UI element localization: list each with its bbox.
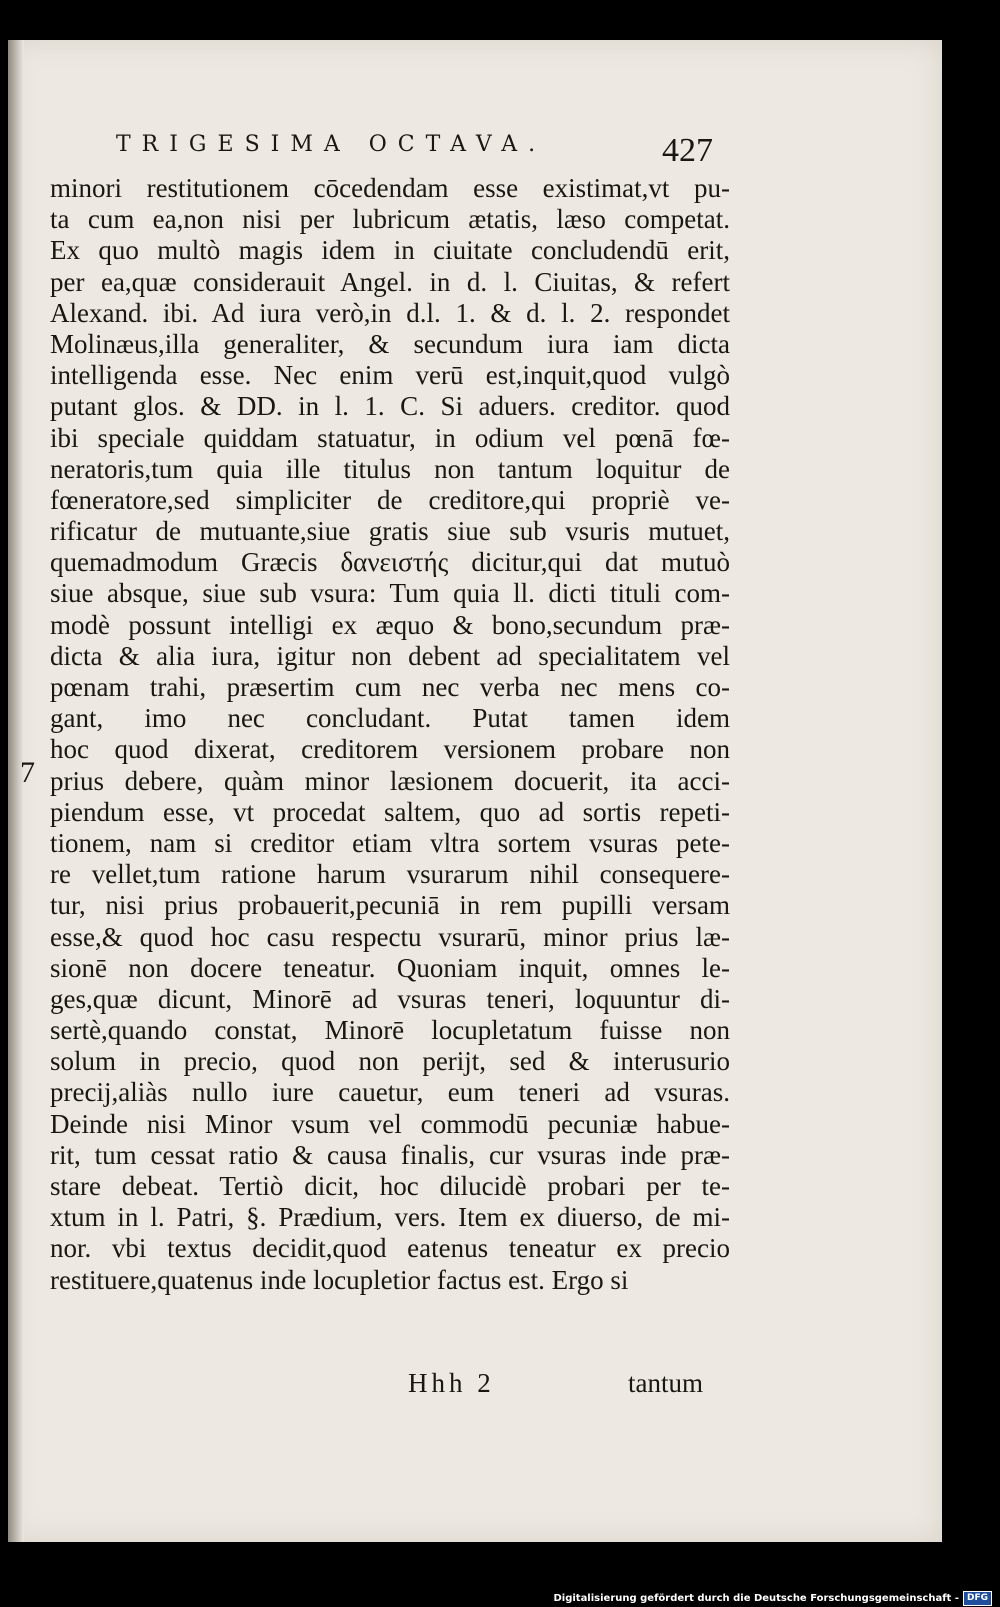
text-line: rificatur de mutuante,siue gratis siue sub vsuris mutuet, — [50, 516, 730, 547]
text-line: sertè,quando constat, Minorē locupletatum fuisse non — [50, 1015, 730, 1046]
signature-mark: Hhh 2 — [408, 1368, 495, 1398]
credit-text: Digitalisierung gefördert durch die Deutsche Forschungsgemeinschaft - — [553, 1592, 959, 1604]
text-line: esse,& quod hoc casu respectu vsurarū, minor prius læ- — [50, 921, 730, 952]
text-line: piendum esse, vt procedat saltem, quo ad sortis repeti- — [50, 796, 730, 827]
catchword: tantum — [628, 1368, 703, 1398]
text-line: Molinæus,illa generaliter, & secundum iura iam dicta — [50, 328, 730, 359]
marginal-number: 7 — [20, 756, 35, 789]
text-line: ges,quæ dicunt, Minorē ad vsuras teneri, loquuntur di- — [50, 983, 730, 1014]
text-line: Ex quo multò magis idem in ciuitate concludendū erit, — [50, 235, 730, 266]
text-line: minori restitutionem cōcedendam esse existimat,vt pu- — [50, 173, 730, 203]
text-line: intelligenda esse. Nec enim verū est,inquit,quod vulgò — [50, 360, 730, 391]
page-number: 427 — [662, 132, 713, 169]
page-gutter-shadow — [8, 40, 24, 1542]
body-text — [50, 173, 730, 1296]
text-line: re vellet,tum ratione harum vsurarum nihil consequere- — [50, 859, 730, 890]
text-line: modè possunt intelligi ex æquo & bono,secundum præ- — [50, 609, 730, 640]
text-line: nor. vbi textus decidit,quod eatenus teneatur ex precio — [50, 1233, 730, 1264]
text-line: quemadmodum Græcis δανειστής dicitur,qui dat mutuò — [50, 547, 730, 578]
text-line: neratoris,tum quia ille titulus non tantum loquitur de — [50, 453, 730, 484]
text-line: per ea,quæ considerauit Angel. in d. l. Ciuitas, & refert — [50, 266, 730, 297]
text-line: sionē non docere teneatur. Quoniam inquit, omnes le- — [50, 952, 730, 983]
text-line: Deinde nisi Minor vsum vel commodū pecuniæ habue- — [50, 1108, 730, 1139]
text-line: prius debere, quàm minor læsionem docuerit, ita acci- — [50, 765, 730, 796]
text-line: ibi speciale quiddam statuatur, in odium vel pœnā fœ- — [50, 422, 730, 453]
text-line: ta cum ea,non nisi per lubricum ætatis, læso competat. — [50, 204, 730, 235]
text-line: dicta & alia iura, igitur non debent ad specialitatem vel — [50, 640, 730, 671]
text-line: restituere,quatenus inde locupletior factus est. Ergo si — [50, 1264, 629, 1295]
text-line: siue absque, siue sub vsura: Tum quia ll. dicti tituli com- — [50, 578, 730, 609]
text-line: pœnam trahi, præsertim cum nec verba nec mens co- — [50, 672, 730, 702]
text-line: tionem, nam si creditor etiam vltra sortem vsuras pete- — [50, 827, 730, 858]
text-line: fœneratore,sed simpliciter de creditore,qui propriè ve- — [50, 484, 730, 515]
text-line: xtum in l. Patri, §. Prædium, vers. Item ex diuerso, de mi- — [50, 1202, 730, 1233]
text-line: tur, nisi prius probauerit,pecuniā in rem pupilli versam — [50, 890, 730, 921]
book-page — [8, 40, 942, 1542]
text-line: putant glos. & DD. in l. 1. C. Si aduers. creditor. quod — [50, 391, 730, 422]
text-line: Alexand. ibi. Ad iura verò,in d.l. 1. & d. l. 2. respondet — [50, 297, 730, 328]
text-line: precij,aliàs nullo iure cauetur, eum teneri ad vsuras. — [50, 1077, 730, 1108]
dfg-logo: DFG — [963, 1591, 992, 1606]
running-head: TRIGESIMA OCTAVA. — [116, 132, 547, 157]
text-line: gant, imo nec concludant. Putat tamen idem — [50, 703, 730, 734]
digitization-credit — [553, 1591, 992, 1605]
text-line: hoc quod dixerat, creditorem versionem probare non — [50, 734, 730, 765]
text-line: stare debeat. Tertiò dicit, hoc dilucidè probari per te- — [50, 1171, 730, 1201]
text-line: rit, tum cessat ratio & causa finalis, cur vsuras inde præ- — [50, 1139, 730, 1170]
text-line: solum in precio, quod non perijt, sed & interusurio — [50, 1046, 730, 1077]
